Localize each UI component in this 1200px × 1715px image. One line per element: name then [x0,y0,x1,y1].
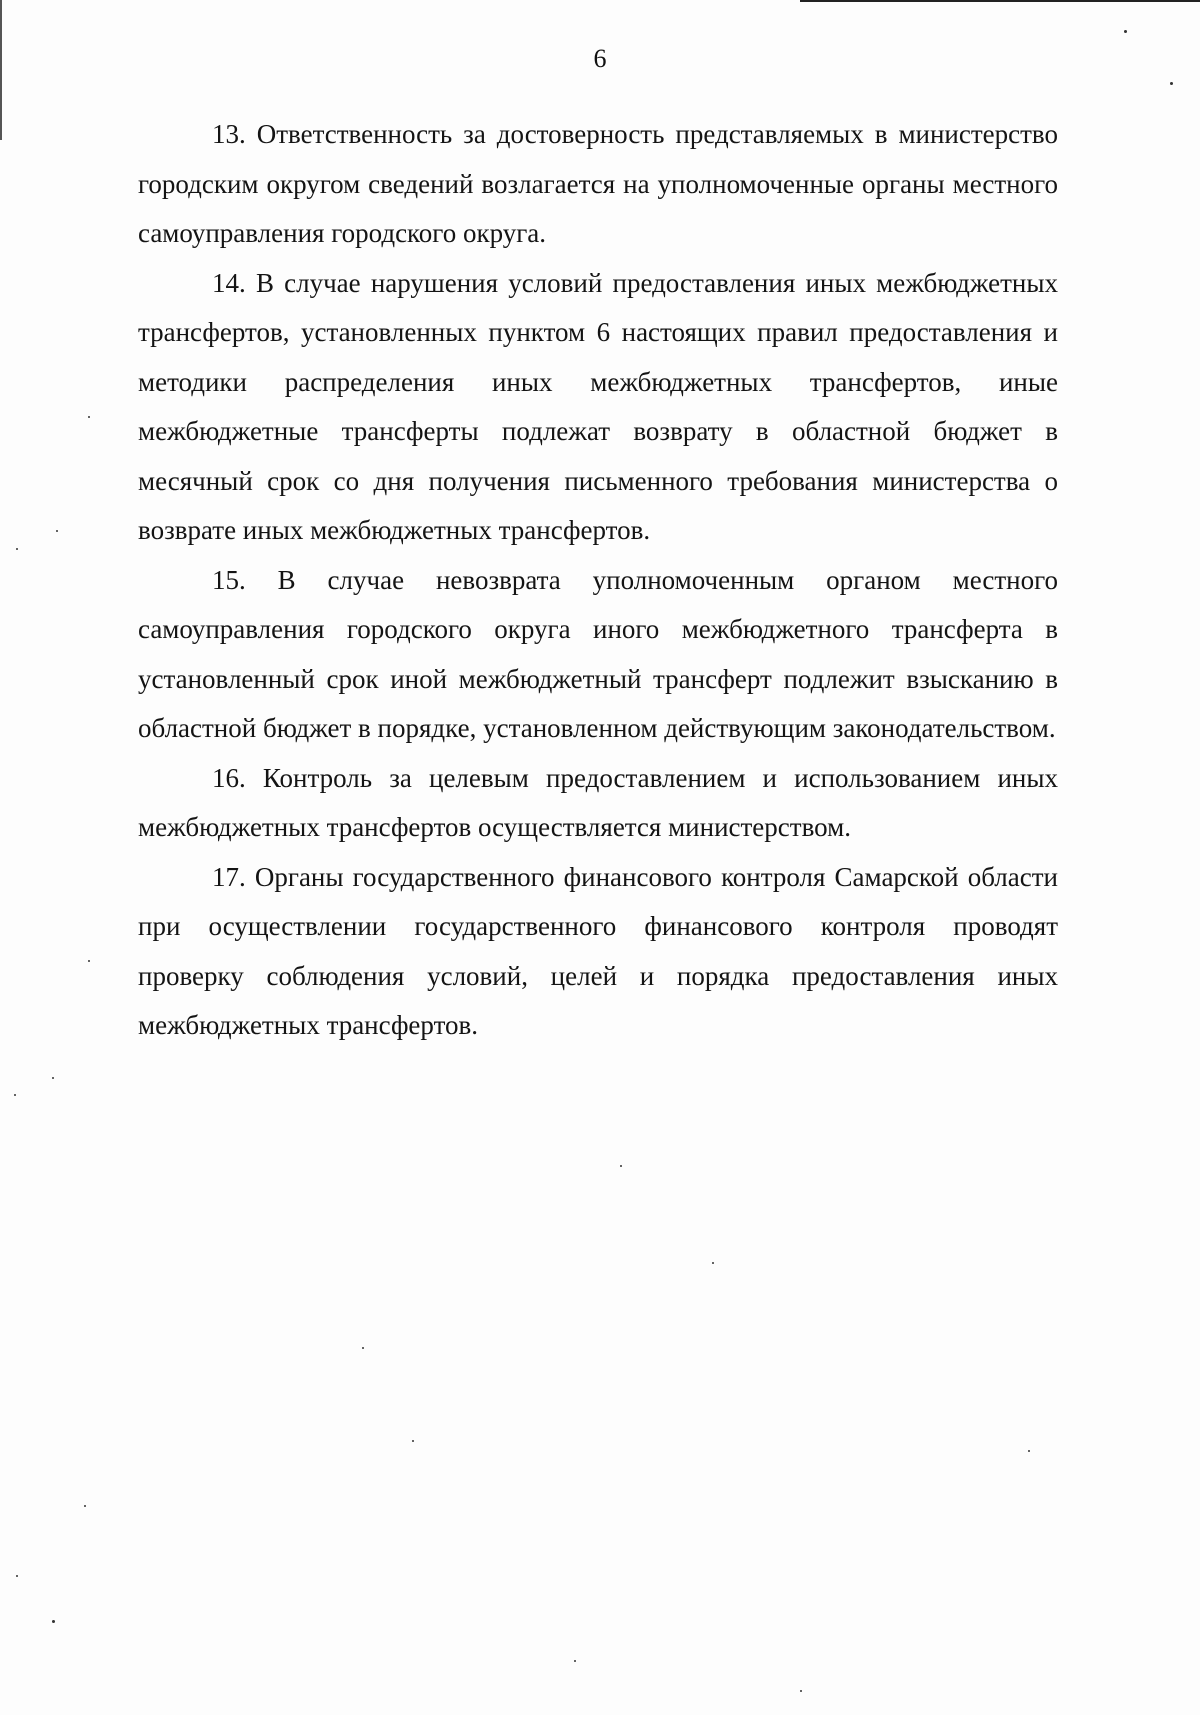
scan-speck [88,960,90,962]
scan-speck [800,1690,802,1692]
scan-speck [16,548,18,550]
scan-speck [84,1505,86,1507]
scan-speck [1028,1450,1030,1452]
scan-speck [574,1660,576,1662]
scan-speck [1170,82,1173,85]
page-number: 6 [593,44,607,73]
paragraph-14: 14. В случае нарушения условий предоставления иных межбюджетных трансфертов, установленных пунктом 6 настоящих правил предоставления и методики распределения иных межбюджетных трансфертов, иные межбюджетные трансферты подлежат возврату в областной бюджет в месячный срок со дня получения письменного требования министерства о возврате иных межбюджетных трансфертов. [138,267,1058,545]
scan-speck [1124,30,1127,33]
scan-speck [412,1440,414,1442]
scan-speck [620,1165,622,1167]
document-body [138,110,1058,1051]
paragraph-17: 17. Органы государственного финансового контроля Самарской области при осуществлении государственного финансового контроля проводят проверку соблюдения условий, целей и порядка предоставления иных межбюджетных трансфертов. [138,861,1058,1040]
scan-speck [712,1262,714,1264]
top-border-line [800,0,1200,2]
paragraph-15: 15. В случае невозврата уполномоченным органом местного самоуправления городского округа иного межбюджетного трансферта в установленный срок иной межбюджетный трансферт подлежит взысканию в областной бюджет в порядке, установленном действующим законодательством. [138,564,1058,743]
scan-speck [52,1077,54,1079]
paragraph-13: 13. Ответственность за достоверность представляемых в министерство городским округом сведений возлагается на уполномоченные органы местного самоуправления городского округа. [138,119,1058,248]
scan-speck [362,1347,364,1349]
paragraph-16: 16. Контроль за целевым предоставлением и использованием иных межбюджетных трансфертов осуществляется министерством. [138,762,1058,842]
scan-speck [16,1575,18,1577]
scan-speck [56,530,58,532]
scan-speck [52,1620,55,1623]
scan-speck [14,1094,16,1096]
scan-speck [88,416,90,418]
